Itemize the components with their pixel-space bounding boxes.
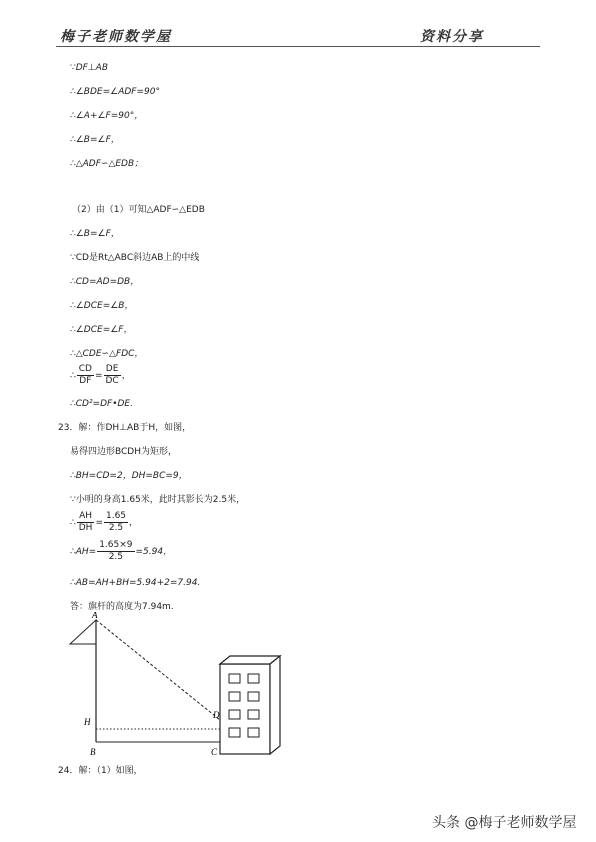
flag [70,620,96,644]
q23-line: ∴BH=CD=2，DH=BC=9， [70,471,188,481]
proof1-line: ∴△ADF∽△EDB； [70,159,144,169]
proof1-line: ∵DF⊥AB [70,63,109,73]
fraction: $\frac{DE}{DC}$ [105,364,119,386]
q23-line: 易得四边形BCDH为矩形， [70,447,177,457]
q23-fraction-line [70,511,138,534]
frac-suffix: =5.94， [135,547,173,557]
q24-line: 24．解：（1）如图， [58,766,143,776]
fraction: $\frac{1.65\times 9}{2.5}$ [99,540,133,562]
frac-eq: = [95,518,103,528]
frac-suffix: ， [129,518,139,528]
proof2-line: ∵CD是Rt△ABC斜边AB上的中线 [70,253,200,263]
fraction: $\frac{CD}{DF}$ [78,364,92,386]
q23-answer: 答：旗杆的高度为7.94m. [70,602,174,612]
label-b: B [90,747,96,757]
fraction: $\frac{AH}{DH}$ [78,511,93,533]
q23-fraction-line [70,540,172,563]
proof2-fraction-line [70,364,131,387]
watermark: 头条 @梅子老师数学屋 [432,815,577,831]
frac-prefix: ∴AH= [70,547,97,557]
page-header-right: 资料分享 [420,29,484,45]
q23-line: 23．解：作DH⊥AB于H，如图， [58,423,192,433]
building-front [220,664,270,754]
sun-ray [96,620,220,720]
proof2-line: ∴∠DCE=∠F， [70,325,133,335]
proof2-line: （2）由（1）可知△ADF∽△EDB [72,205,205,215]
proof2-line: ∴△CDE∽△FDC， [70,349,144,359]
proof1-line: ∴∠A+∠F=90°， [70,111,144,121]
frac-suffix: ， [121,371,131,381]
frac-prefix: ∴ [70,371,76,381]
proof1-line: ∴∠B=∠F， [70,135,120,145]
proof2-line: ∴∠B=∠F， [70,229,120,239]
frac-eq: = [94,371,103,381]
label-h: H [84,717,91,727]
frac-prefix: ∴ [70,518,76,528]
proof2-line: ∴∠DCE=∠B， [70,301,134,311]
page-header-left: 梅子老师数学屋 [60,29,172,45]
building-side [270,656,280,754]
flagpole-building-figure [68,612,288,760]
label-a: A [92,612,98,620]
proof2-line: ∴CD²=DF•DE. [70,399,133,409]
label-c: C [211,747,218,757]
proof1-line: ∴∠BDE=∠ADF=90° [70,87,160,97]
label-d: D [213,710,220,720]
q23-line: ∴AB=AH+BH=5.94+2=7.94. [70,578,201,588]
proof2-line: ∴CD=AD=DB， [70,277,140,287]
header-rule [56,46,540,47]
q23-line: ∵小明的身高1.65米，此时其影长为2.5米， [70,495,246,505]
fraction: $\frac{1.65}{2.5}$ [105,511,127,533]
